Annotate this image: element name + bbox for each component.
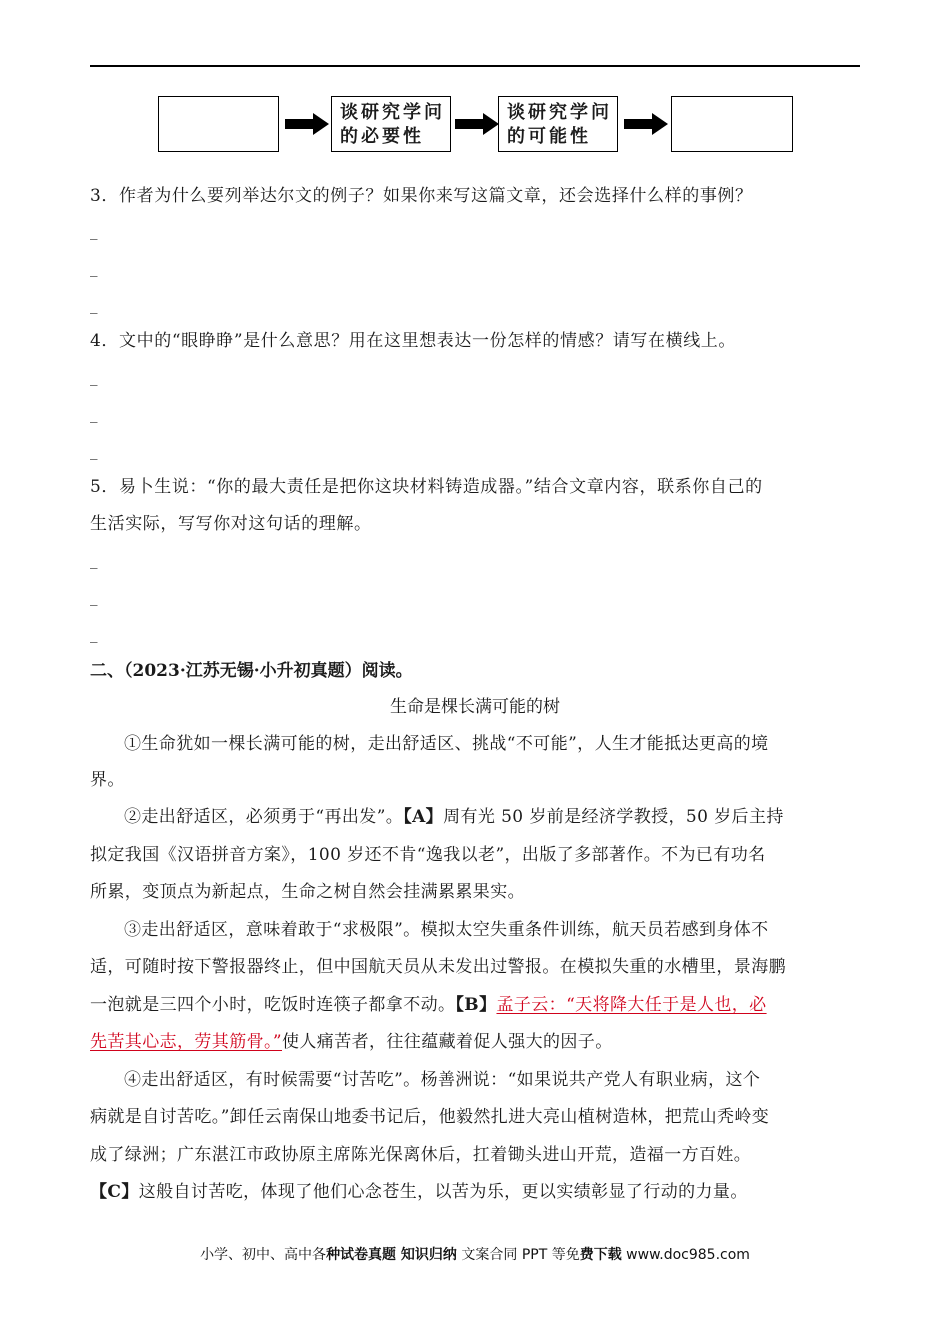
footer-website-link[interactable]: www.doc985.com	[621, 1247, 750, 1263]
paragraph-4-line: ④走出舒适区，有时候需要“讨苦吃”。杨善洲说：“如果说共产党人有职业病，这个	[124, 1070, 761, 1090]
question-4: 4．文中的“眼睁睁”是什么意思？用在这里想表达一份怎样的情感？请写在横线上。	[90, 331, 736, 351]
flow-box-necessity: 谈研究学问 的必要性	[331, 96, 451, 152]
marker-b: 【B】	[455, 995, 497, 1015]
question-5-line-2: 生活实际，写写你对这句话的理解。	[90, 514, 372, 534]
paragraph-1-line: 界。	[90, 770, 125, 790]
answer-blank[interactable]: _	[90, 588, 98, 606]
answer-blank[interactable]: _	[90, 551, 98, 569]
arrow-right-icon	[624, 113, 668, 135]
paragraph-2-line: 所累，变顶点为新起点，生命之树自然会挂满累累果实。	[90, 882, 525, 902]
arrow-right-icon	[285, 113, 329, 135]
question-5-line-1: 5．易卜生说：“你的最大责任是把你这块材料铸造成器。”结合文章内容，联系你自己的	[90, 477, 763, 497]
paragraph-4-line: 病就是自讨苦吃。”卸任云南保山地委书记后，他毅然扎进大亮山植树造林，把荒山秃岭变	[90, 1107, 770, 1127]
page-footer: 小学、初中、高中各种试卷真题 知识归纳 文案合同 PPT 等免费下载 www.doc985.com	[200, 1247, 750, 1263]
question-3: 3．作者为什么要列举达尔文的例子？如果你来写这篇文章，还会选择什么样的事例？	[90, 186, 753, 206]
paragraph-4-line: 成了绿洲；广东湛江市政协原主席陈光保离休后，扛着锄头进山开荒，造福一方百姓。	[90, 1145, 752, 1165]
flow-box-empty-2	[671, 96, 793, 152]
underlined-quote: 孟子云：“天将降大任于是人也，必	[496, 995, 767, 1015]
paragraph-2-line: ②走出舒适区，必须勇于“再出发”。【A】周有光 50 岁前是经济学教授，50 岁后主持	[124, 807, 784, 827]
marker-c: 【C】	[90, 1182, 139, 1202]
section-heading: 二、（2023·江苏无锡·小升初真题）阅读。	[90, 661, 413, 681]
answer-blank[interactable]: _	[90, 296, 98, 314]
arrow-right-icon	[455, 113, 499, 135]
paragraph-3-line: ③走出舒适区，意味着敢于“求极限”。模拟太空失重条件训练，航天员若感到身体不	[124, 920, 769, 940]
answer-blank[interactable]: _	[90, 259, 98, 277]
underlined-quote: 先苦其心志，劳其筋骨。”	[90, 1032, 282, 1052]
paragraph-4-line: 【C】这般自讨苦吃，体现了他们心念苍生，以苦为乐，更以实绩彰显了行动的力量。	[90, 1182, 748, 1202]
paragraph-2-line: 拟定我国《汉语拼音方案》，100 岁还不肯“逸我以老”，出版了多部著作。不为已有功名	[90, 845, 766, 865]
answer-blank[interactable]: _	[90, 222, 98, 240]
answer-blank[interactable]: _	[90, 442, 98, 460]
flowchart	[0, 96, 950, 156]
flow-box-empty-1	[158, 96, 279, 152]
answer-blank[interactable]: _	[90, 405, 98, 423]
marker-a: 【A】	[403, 807, 444, 827]
passage-title: 生命是棵长满可能的树	[390, 697, 560, 717]
paragraph-3-line: 适，可随时按下警报器终止，但中国航天员从未发出过警报。在模拟失重的水槽里，景海鹏	[90, 957, 786, 977]
paragraph-1-line: ①生命犹如一棵长满可能的树，走出舒适区、挑战“不可能”，人生才能抵达更高的境	[124, 734, 769, 754]
paragraph-3-line: 先苦其心志，劳其筋骨。”使人痛苦者，往往蕴藏着促人强大的因子。	[90, 1032, 613, 1052]
answer-blank[interactable]: _	[90, 625, 98, 643]
answer-blank[interactable]: _	[90, 368, 98, 386]
flow-box-possibility: 谈研究学问 的可能性	[498, 96, 618, 152]
paragraph-3-line: 一泡就是三四个小时，吃饭时连筷子都拿不动。【B】孟子云：“天将降大任于是人也，必	[90, 995, 767, 1015]
top-rule	[90, 65, 860, 67]
